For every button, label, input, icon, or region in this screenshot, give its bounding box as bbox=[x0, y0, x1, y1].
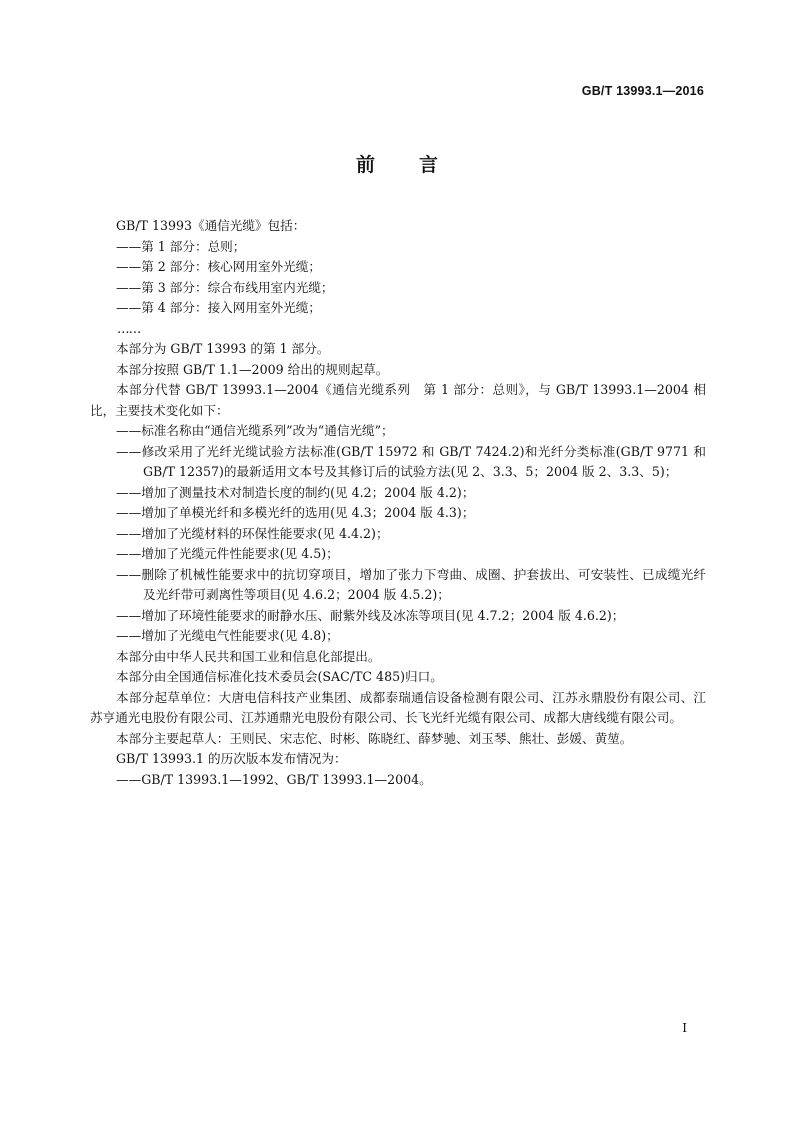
history-item: ——GB/T 13993.1—1992、GB/T 13993.1—2004。 bbox=[116, 771, 432, 787]
paragraph-drafting-rules: 本部分按照 GB/T 1.1—2009 给出的规则起草。 bbox=[116, 361, 389, 377]
list-item-part-2: ——第 2 部分：核心网用室外光缆； bbox=[116, 259, 321, 274]
paragraph-proposed-by: 本部分由中华人民共和国工业和信息化部提出。 bbox=[116, 648, 381, 664]
change-item: ——增加了光缆电气性能要求(见 4.8)； bbox=[116, 628, 339, 643]
change-item: ——修改采用了光纤光缆试验方法标准(GB/T 15972 和 GB/T 7424.2)和光纤分类标准(GB/T 9771 和 GB/T 12357)的最新适用文本号及其修订后的试验方法(见 2、3.3、5；2004 版 2、3.3、5)； bbox=[116, 443, 706, 479]
change-item: ——增加了光缆元件性能要求(见 4.5)； bbox=[116, 546, 339, 561]
standard-number: GB/T 13993.1—2016 bbox=[581, 84, 704, 98]
page-title: 前言 bbox=[355, 154, 482, 176]
paragraph-intro: GB/T 13993《通信光缆》包括： bbox=[116, 218, 306, 233]
paragraph-part-statement: 本部分为 GB/T 13993 的第 1 部分。 bbox=[116, 341, 330, 356]
list-item-part-3: ——第 3 部分：综合布线用室内光缆； bbox=[116, 279, 334, 295]
paragraph-drafting-units: 本部分起草单位：大唐电信科技产业集团、成都泰瑞通信设备检测有限公司、江苏永鼎股份有限公司、江苏亨通光电股份有限公司、江苏通鼎光电股份有限公司、长飞光纤光缆有限公司、成都大唐线缆有限公司。 bbox=[90, 689, 706, 725]
change-item: ——增加了光缆材料的环保性能要求(见 4.4.2)； bbox=[116, 525, 389, 541]
list-item-part-1: ——第 1 部分：总则； bbox=[116, 238, 246, 254]
foreword-body bbox=[90, 216, 706, 790]
change-item: ——删除了机械性能要求中的抗切穿项目，增加了张力下弯曲、成圈、护套拔出、可安装性、已成缆光纤及光纤带可剥离性等项目(见 4.6.2；2004 版 4.5.2)； bbox=[116, 566, 706, 602]
change-item: ——增加了环境性能要求的耐静水压、耐紫外线及冰冻等项目(见 4.7.2；2004 版 4.6.2)； bbox=[116, 607, 625, 623]
change-item: ——增加了单模光纤和多模光纤的选用(见 4.3；2004 版 4.3)； bbox=[116, 505, 475, 520]
list-ellipsis: …… bbox=[117, 320, 141, 336]
paragraph-centralized-by: 本部分由全国通信标准化技术委员会(SAC/TC 485)归口。 bbox=[116, 669, 443, 684]
paragraph-replacement: 本部分代替 GB/T 13993.1—2004《通信光缆系列 第 1 部分：总则》，与 GB/T 13993.1—2004 相比，主要技术变化如下： bbox=[90, 382, 706, 418]
change-item: ——增加了测量技术对制造长度的制约(见 4.2；2004 版 4.2)； bbox=[116, 484, 475, 500]
paragraph-history-intro: GB/T 13993.1 的历次版本发布情况为： bbox=[116, 751, 347, 766]
page-number: I bbox=[682, 1021, 687, 1035]
list-item-part-4: ——第 4 部分：接入网用室外光缆； bbox=[116, 300, 321, 315]
change-item: ——标准名称由“通信光缆系列”改为“通信光缆”； bbox=[116, 423, 394, 438]
paragraph-drafters: 本部分主要起草人：王则民、宋志佗、时彬、陈晓红、薛梦驰、刘玉琴、熊壮、彭媛、黄堃。 bbox=[116, 730, 633, 746]
